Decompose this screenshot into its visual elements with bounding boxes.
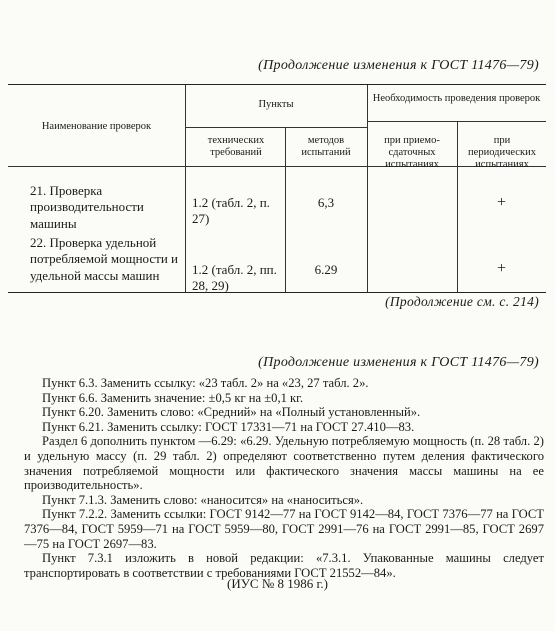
row-method: 6,3 bbox=[317, 195, 335, 210]
paragraph: Пункт 6.3. Заменить ссылку: «23 табл. 2» на «23, 27 табл. 2». bbox=[42, 376, 369, 390]
paragraph: Пункт 6.21. Заменить ссылку: ГОСТ 17331—71 на ГОСТ 27.410—83. bbox=[42, 419, 415, 434]
column-header-methods: методов испытаний bbox=[301, 135, 351, 159]
amendment-text bbox=[24, 376, 544, 580]
header-continuation-top: (Продолжение изменения к ГОСТ 11476—79) bbox=[258, 58, 539, 73]
row-name: 22. Проверка удельной потребляемой мощности и удельной массы машин bbox=[30, 235, 178, 283]
ius-reference: (ИУС № 8 1986 г.) bbox=[227, 576, 328, 591]
paragraph: Пункт 7.3.1 изложить в новой редакции: «7.3.1. Упакованные машины следует транспортировать в соответствии с требованиями ГОСТ 21552—84». bbox=[24, 551, 544, 580]
column-group-necessity: Необходимость проведения проверок bbox=[372, 93, 541, 104]
table-divider bbox=[185, 85, 186, 292]
column-header-name: Наименование проверок bbox=[41, 121, 152, 132]
table-divider bbox=[185, 127, 367, 128]
column-header-tech: технических требований bbox=[207, 135, 265, 159]
column-header-accept: при приемо-сдаточных испытаниях bbox=[384, 135, 440, 171]
paragraph: Пункт 7.2.2. Заменить ссылки: ГОСТ 9142—77 на ГОСТ 9142—84, ГОСТ 7376—77 на ГОСТ 7376—84, ГОСТ 5959—71 на ГОСТ 5959—80, ГОСТ 2991—76 на ГОСТ 2991—85, ГОСТ 2697—75 на ГОСТ 2697—83. bbox=[24, 507, 544, 551]
header-continuation-second: (Продолжение изменения к ГОСТ 11476—79) bbox=[258, 355, 539, 370]
row-periodic: + bbox=[496, 194, 507, 211]
continued-note: (Продолжение см. с. 214) bbox=[385, 294, 539, 309]
paragraph: Пункт 7.1.3. Заменить слово: «наносится» на «наноситься». bbox=[42, 492, 364, 507]
row-tech: 1.2 (табл. 2, пп. 28, 29) bbox=[192, 262, 277, 294]
row-tech: 1.2 (табл. 2, п. 27) bbox=[192, 195, 270, 227]
paragraph: Пункт 6.20. Заменить слово: «Средний» на «Полный установленный». bbox=[42, 405, 421, 420]
table-divider bbox=[367, 121, 546, 122]
table-divider bbox=[367, 85, 368, 292]
paragraph: Раздел 6 дополнить пунктом —6.29: «6.29. Удельную потребляемую мощность (п. 28 табл. 2) и удельную массу (п. 29 табл. 2) определяют соответственно путем деления фактического значения потребляемой мощности или фактического значения массы машины на ее производительность». bbox=[24, 434, 544, 493]
inspection-table bbox=[8, 84, 546, 293]
row-name: 21. Проверка производительности машины bbox=[30, 183, 144, 231]
column-header-periodic: при периодических испытаниях bbox=[468, 135, 536, 171]
column-group-points: Пункты bbox=[258, 99, 294, 110]
row-periodic: + bbox=[496, 260, 507, 277]
row-method: 6.29 bbox=[314, 262, 338, 277]
paragraph: Пункт 6.6. Заменить значение: ±0,5 кг на ±0,1 кг. bbox=[42, 390, 304, 405]
